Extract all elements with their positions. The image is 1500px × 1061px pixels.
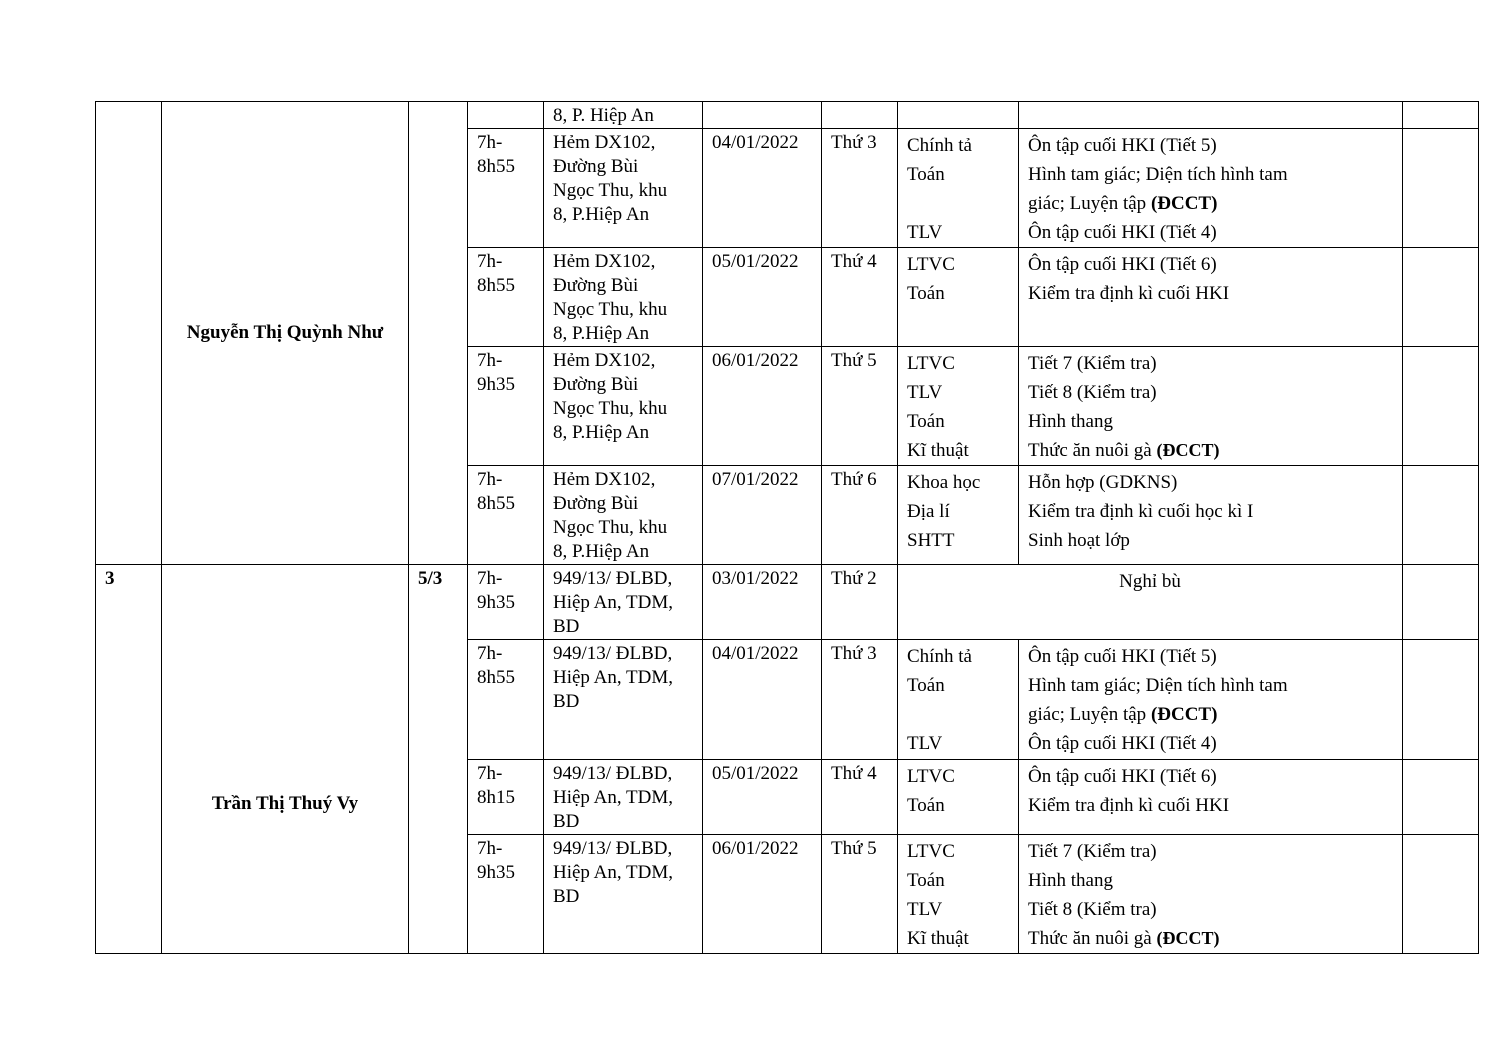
subjects-cell: [898, 347, 1019, 466]
weekday-cell: Thứ 2: [822, 565, 898, 640]
lesson-text: giác; Luyện tập: [1028, 704, 1151, 725]
time-cell: [468, 102, 544, 129]
address-line: Hẻm DX102,: [553, 469, 656, 490]
subject-line: Địa lí: [907, 501, 950, 522]
lesson-line: [1028, 378, 1393, 407]
subject-line: LTVC: [907, 353, 955, 374]
lesson-text: Kiểm tra định kì cuối HKI: [1028, 795, 1230, 816]
lesson-line: [1028, 866, 1393, 895]
time-line: 7h-: [477, 132, 503, 153]
subject-line: Toán: [907, 164, 945, 185]
lesson-text: Ôn tập cuối HKI (Tiết 4): [1028, 733, 1217, 754]
lesson-text: Tiết 8 (Kiểm tra): [1028, 899, 1157, 920]
lesson-line: [1028, 436, 1393, 465]
address-line: 8, P.Hiệp An: [553, 422, 650, 443]
time-cell: [468, 640, 544, 760]
teacher-name-cell: Trần Thị Thuý Vy: [162, 565, 409, 954]
schedule-table: [95, 101, 1479, 954]
note-cell: [1403, 835, 1479, 954]
time-cell: [468, 466, 544, 565]
lesson-text: Ôn tập cuối HKI (Tiết 4): [1028, 222, 1217, 243]
address-line: Ngọc Thu, khu: [553, 398, 668, 419]
address-line: Hiệp An, TDM,: [553, 862, 673, 883]
lesson-text: Ôn tập cuối HKI (Tiết 6): [1028, 254, 1217, 275]
subject-line: Kĩ thuật: [907, 440, 969, 461]
lesson-text: Sinh hoạt lớp: [1028, 530, 1130, 551]
weekday-cell: Thứ 4: [822, 248, 898, 347]
time-line: 7h-: [477, 568, 503, 589]
address-line: Ngọc Thu, khu: [553, 299, 668, 320]
subjects-cell: [898, 835, 1019, 954]
address-line: Đường Bùi: [553, 493, 639, 514]
subjects-cell: [898, 640, 1019, 760]
time-cell: [468, 347, 544, 466]
address-line: 8, P. Hiệp An: [553, 105, 654, 126]
address-line: Hiệp An, TDM,: [553, 787, 673, 808]
address-line: 949/13/ ĐLBD,: [553, 568, 673, 589]
note-cell: [1403, 466, 1479, 565]
address-line: BD: [553, 886, 580, 907]
weekday-cell: Thứ 5: [822, 835, 898, 954]
address-line: Đường Bùi: [553, 275, 639, 296]
address-cell: [544, 835, 703, 954]
date-cell: 03/01/2022: [703, 565, 822, 640]
lesson-text: Thức ăn nuôi gà: [1028, 928, 1157, 949]
time-line: 7h-: [477, 469, 503, 490]
subjects-cell: [898, 466, 1019, 565]
subject-line: [907, 700, 1009, 729]
lesson-line: [1028, 671, 1393, 700]
lesson-line: [1028, 791, 1393, 820]
address-line: Ngọc Thu, khu: [553, 517, 668, 538]
note-cell: [1403, 760, 1479, 835]
lesson-line: [1028, 160, 1393, 189]
note-cell: [1403, 102, 1479, 129]
weekday-cell: Thứ 3: [822, 129, 898, 248]
lesson-text: Hỗn hợp (GDKNS): [1028, 472, 1178, 493]
address-line: BD: [553, 811, 580, 832]
lesson-line: [1028, 468, 1393, 497]
lesson-line: [1028, 729, 1393, 758]
lesson-line: [1028, 497, 1393, 526]
time-line: 7h-: [477, 251, 503, 272]
subject-line: Toán: [907, 411, 945, 432]
address-line: 949/13/ ĐLBD,: [553, 643, 673, 664]
subject-line: Chính tả: [907, 135, 972, 156]
lesson-line: [1028, 642, 1393, 671]
lesson-line: [1028, 131, 1393, 160]
time-cell: [468, 248, 544, 347]
lesson-line: [1028, 407, 1393, 436]
lessons-cell: [1019, 102, 1403, 129]
time-cell: [468, 129, 544, 248]
address-line: Hiệp An, TDM,: [553, 667, 673, 688]
lesson-text: Hình tam giác; Diện tích hình tam: [1028, 675, 1288, 696]
address-line: Đường Bùi: [553, 374, 639, 395]
subject-line: TLV: [907, 899, 943, 920]
stt-cell: [96, 102, 162, 565]
subject-line: LTVC: [907, 841, 955, 862]
address-line: Hẻm DX102,: [553, 251, 656, 272]
address-line: Ngọc Thu, khu: [553, 180, 668, 201]
time-line: 7h-: [477, 350, 503, 371]
lesson-bold-tag: (ĐCCT): [1150, 193, 1218, 214]
subject-line: SHTT: [907, 530, 955, 551]
stt-cell: 3: [96, 565, 162, 954]
lesson-text: Ôn tập cuối HKI (Tiết 6): [1028, 766, 1217, 787]
weekday-cell: Thứ 6: [822, 466, 898, 565]
lesson-line: [1028, 526, 1393, 555]
time-line: 8h15: [477, 787, 515, 808]
weekday-cell: Thứ 4: [822, 760, 898, 835]
time-line: 8h55: [477, 275, 515, 296]
time-line: 7h-: [477, 643, 503, 664]
subject-line: TLV: [907, 733, 943, 754]
subject-line: Khoa học: [907, 472, 981, 493]
subject-line: Chính tả: [907, 646, 972, 667]
subject-line: Toán: [907, 283, 945, 304]
class-cell: [409, 102, 468, 565]
date-cell: 05/01/2022: [703, 248, 822, 347]
subject-line: Kĩ thuật: [907, 928, 969, 949]
subjects-cell: [898, 102, 1019, 129]
weekday-cell: Thứ 5: [822, 347, 898, 466]
note-cell: [1403, 248, 1479, 347]
address-cell: [544, 565, 703, 640]
note-cell: [1403, 129, 1479, 248]
time-line: 7h-: [477, 838, 503, 859]
lesson-line: [1028, 279, 1393, 308]
lesson-text: Tiết 8 (Kiểm tra): [1028, 382, 1157, 403]
subjects-cell: [898, 129, 1019, 248]
lesson-bold-tag: (ĐCCT): [1156, 928, 1220, 948]
note-cell: [1403, 565, 1479, 640]
lesson-text: Thức ăn nuôi gà: [1028, 440, 1157, 461]
lesson-line: [1028, 218, 1393, 247]
lessons-cell: [1019, 129, 1403, 248]
lesson-line: [1028, 700, 1393, 729]
time-line: 9h35: [477, 592, 515, 613]
date-cell: 06/01/2022: [703, 347, 822, 466]
time-line: 7h-: [477, 763, 503, 784]
note-cell: [1403, 640, 1479, 760]
weekday-cell: Thứ 3: [822, 640, 898, 760]
subjects-cell: [898, 248, 1019, 347]
lesson-text: Kiểm tra định kì cuối HKI: [1028, 283, 1230, 304]
lessons-cell: [1019, 835, 1403, 954]
lesson-line: [1028, 349, 1393, 378]
lesson-text: Ôn tập cuối HKI (Tiết 5): [1028, 646, 1217, 667]
lesson-text: Hình thang: [1028, 411, 1113, 432]
time-line: 8h55: [477, 156, 515, 177]
time-cell: [468, 835, 544, 954]
subject-line: TLV: [907, 222, 943, 243]
subject-line: LTVC: [907, 766, 955, 787]
time-cell: [468, 760, 544, 835]
address-cell: [544, 129, 703, 248]
subject-line: LTVC: [907, 254, 955, 275]
date-cell: [703, 102, 822, 129]
lesson-line: [1028, 189, 1393, 218]
address-line: 949/13/ ĐLBD,: [553, 763, 673, 784]
lessons-cell: [1019, 466, 1403, 565]
lesson-text: Kiểm tra định kì cuối học kì I: [1028, 501, 1254, 522]
lesson-text: Hình tam giác; Diện tích hình tam: [1028, 164, 1288, 185]
time-cell: [468, 565, 544, 640]
table-row: [96, 102, 1479, 129]
address-line: BD: [553, 691, 580, 712]
lessons-cell: [1019, 760, 1403, 835]
lesson-text: Tiết 7 (Kiểm tra): [1028, 353, 1157, 374]
address-line: Đường Bùi: [553, 156, 639, 177]
address-line: BD: [553, 616, 580, 637]
lesson-text: Tiết 7 (Kiểm tra): [1028, 841, 1157, 862]
lesson-bold-tag: (ĐCCT): [1156, 440, 1220, 460]
lesson-text: Ôn tập cuối HKI (Tiết 5): [1028, 135, 1217, 156]
lesson-line: [1028, 837, 1393, 866]
address-line: Hiệp An, TDM,: [553, 592, 673, 613]
schedule-body: [96, 102, 1479, 954]
address-line: 8, P.Hiệp An: [553, 204, 650, 225]
date-cell: 05/01/2022: [703, 760, 822, 835]
subject-line: [907, 189, 1009, 218]
lesson-line: [1028, 924, 1393, 953]
lesson-bold-tag: (ĐCCT): [1150, 704, 1218, 725]
subject-line: Toán: [907, 870, 945, 891]
date-cell: 06/01/2022: [703, 835, 822, 954]
lessons-cell: [1019, 640, 1403, 760]
lesson-text: giác; Luyện tập: [1028, 193, 1151, 214]
subject-line: Toán: [907, 675, 945, 696]
address-line: Hẻm DX102,: [553, 132, 656, 153]
lesson-line: [1028, 250, 1393, 279]
holiday-note-cell: Nghỉ bù: [898, 565, 1403, 640]
class-cell: 5/3: [409, 565, 468, 954]
date-cell: 04/01/2022: [703, 640, 822, 760]
address-line: 8, P.Hiệp An: [553, 541, 650, 562]
subjects-cell: [898, 760, 1019, 835]
time-line: 9h35: [477, 862, 515, 883]
date-cell: 04/01/2022: [703, 129, 822, 248]
note-cell: [1403, 347, 1479, 466]
subject-line: TLV: [907, 382, 943, 403]
address-line: Hẻm DX102,: [553, 350, 656, 371]
address-cell: [544, 640, 703, 760]
address-cell: [544, 466, 703, 565]
table-row: [96, 565, 1479, 640]
time-line: 8h55: [477, 493, 515, 514]
lesson-line: [1028, 895, 1393, 924]
subject-line: Toán: [907, 795, 945, 816]
date-cell: 07/01/2022: [703, 466, 822, 565]
weekday-cell: [822, 102, 898, 129]
lesson-line: [1028, 762, 1393, 791]
lessons-cell: [1019, 347, 1403, 466]
address-cell: [544, 347, 703, 466]
address-line: 949/13/ ĐLBD,: [553, 838, 673, 859]
time-line: 9h35: [477, 374, 515, 395]
address-cell: [544, 248, 703, 347]
lesson-text: Hình thang: [1028, 870, 1113, 891]
address-cell: [544, 760, 703, 835]
time-line: 8h55: [477, 667, 515, 688]
teacher-name-cell: Nguyễn Thị Quỳnh Như: [162, 102, 409, 565]
address-line: 8, P.Hiệp An: [553, 323, 650, 344]
address-cell: [544, 102, 703, 129]
lessons-cell: [1019, 248, 1403, 347]
